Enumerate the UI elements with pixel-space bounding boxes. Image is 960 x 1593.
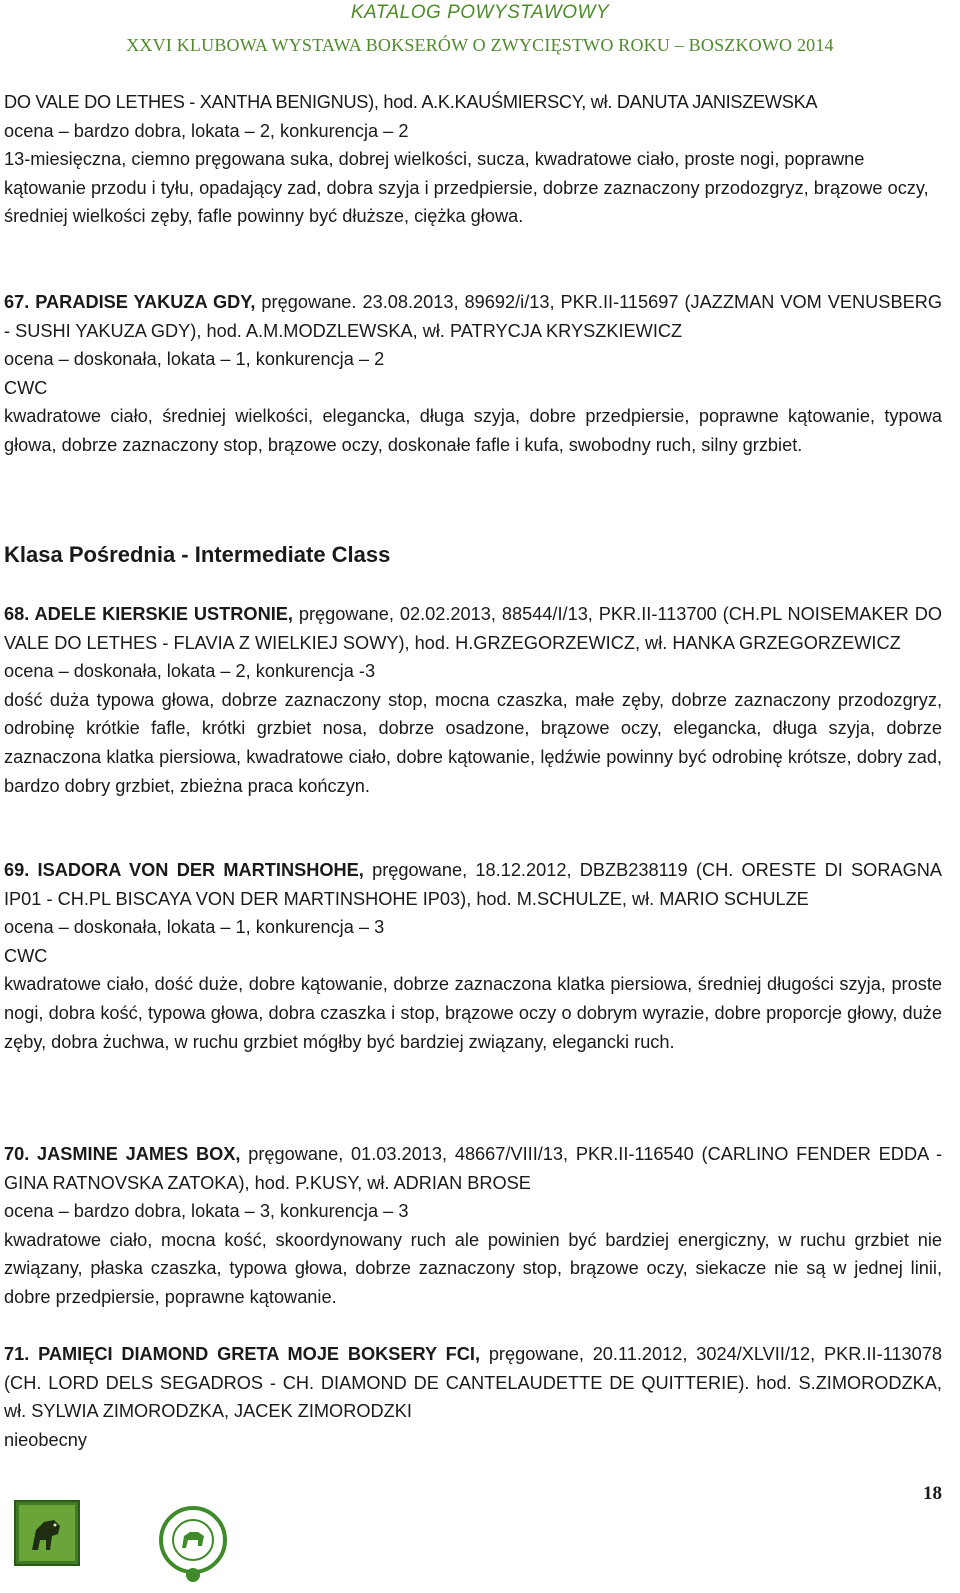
entry-67-description: kwadratowe ciało, średniej wielkości, elegancka, długa szyja, dobre przedpiersie, poprawne kątowanie, typowa głowa, dobrze zaznaczony stop, brązowe oczy, doskonałe fafle i kufa, swobodny ruch, silny grzbiet.	[4, 406, 942, 455]
entry-70	[4, 1140, 942, 1312]
entry-71-status: nieobecny	[4, 1429, 87, 1450]
entry-68	[4, 600, 942, 800]
entry-70-description: kwadratowe ciało, mocna kość, skoordynowany ruch ale powinien być bardziej energiczny, w ruchu grzbiet nie związany, płaska czaszka, typowa głowa, dobrze zaznaczony stop, brązowe oczy, siekacze nie są w jednej linii, dobre przedpiersie, poprawne kątowanie.	[4, 1229, 942, 1307]
entry-67	[4, 288, 942, 460]
entry-70-details: pręgowane, 01.03.2013, 48667/VIII/13, PKR.II-116540 (CARLINO FENDER EDDA - GINA RATNOVSKA ZATOKA), hod. P.KUSY, wł. ADRIAN BROSE	[4, 1144, 942, 1193]
entry-68-header	[4, 600, 942, 657]
entry-67-title: CWC	[4, 377, 48, 398]
entry-67-details: pręgowane. 23.08.2013, 89692/i/13, PKR.II-115697 (JAZZMAN VOM VENUSBERG - SUSHI YAKUZA GDY), hod. A.M.MODZLEWSKA, wł. PATRYCJA KRYSZKIEWICZ	[4, 292, 942, 341]
boxer-logo-icon	[14, 1500, 80, 1566]
entry-71-details: pręgowane, 20.11.2012, 3024/XLVII/12, PKR.II-113078 (CH. LORD DELS SEGADROS - CH. DIAMOND DE CANTELAUDETTE DE QUITTERIE). hod. S.ZIMORODZKA, wł. SYLWIA ZIMORODZKA, JACEK ZIMORODZKI	[4, 1344, 942, 1422]
catalog-title: KATALOG POWYSTAWOWY	[350, 2, 610, 23]
page-number: 18	[923, 1483, 942, 1504]
entry-67-rating: ocena – doskonała, lokata – 1, konkurencja – 2	[4, 349, 385, 370]
entry-69	[4, 856, 942, 1056]
entry-70-rating: ocena – bardzo dobra, lokata – 3, konkurencja – 3	[4, 1201, 409, 1222]
entry-71-header	[4, 1340, 942, 1426]
entry-prev	[4, 88, 942, 231]
entry-68-rating: ocena – doskonała, lokata – 2, konkurencja -3	[4, 661, 376, 682]
entry-prev-rating: ocena – bardzo dobra, lokata – 2, konkurencja – 2	[4, 120, 409, 141]
entry-69-header	[4, 856, 942, 913]
zkwp-logo	[158, 1500, 228, 1586]
entry-69-description: kwadratowe ciało, dość duże, dobre kątowanie, dobrze zaznaczona klatka piersiowa, średniej długości szyja, proste nogi, dobra kość, typowa głowa, dobra czaszka i stop, brązowe oczy o dobrym wyrazie, dobre proporcje głowy, duże zęby, dobra żuchwa, w ruchu grzbiet mógłby być bardziej związany, elegancki ruch.	[4, 974, 942, 1052]
entry-prev-line: DO VALE DO LETHES - XANTHA BENIGNUS), hod. A.K.KAUŚMIERSCY, wł. DANUTA JANISZEWSKA	[4, 92, 818, 112]
zkwp-emblem-icon	[158, 1500, 228, 1586]
entry-71	[4, 1340, 942, 1454]
entry-prev-description: 13-miesięczna, ciemno pręgowana suka, dobrej wielkości, sucza, kwadratowe ciało, proste nogi, poprawne kątowanie przodu i tyłu, opadający zad, dobra szyja i przedpiersie, dobrze zaznaczony przodozgryz, brązowe oczy, średniej wielkości zęby, fafle powinny być dłuższe, ciężka głowa.	[4, 149, 929, 227]
entry-68-name: 68. ADELE KIERSKIE USTRONIE,	[4, 604, 293, 624]
entry-71-name: 71. PAMIĘCI DIAMOND GRETA MOJE BOKSERY FCI,	[4, 1344, 480, 1364]
entry-67-name: 67. PARADISE YAKUZA GDY,	[4, 292, 256, 312]
entry-70-header	[4, 1140, 942, 1197]
section-title: Klasa Pośrednia - Intermediate Class	[4, 542, 391, 567]
entry-69-details: pręgowane, 18.12.2012, DBZB238119 (CH. ORESTE DI SORAGNA IP01 - CH.PL BISCAYA VON DER MARTINSHOHE IP03), hod. M.SCHULZE, wł. MARIO SCHULZE	[4, 860, 942, 909]
entry-68-description: dość duża typowa głowa, dobrze zaznaczony stop, mocna czaszka, małe zęby, dobrze zaznaczony przodozgryz, odrobinę krótkie fafle, krótki grzbiet nosa, dobrze osadzone, brązowe oczy, elegancka, długa szyja, dobrze zaznaczona klatka piersiowa, kwadratowe ciało, dobre kątowanie, lędźwie powinny być odrobinę krótsze, dobry zad, bardzo dobry grzbiet, zbieżna praca kończyn.	[4, 689, 942, 796]
entry-67-header	[4, 288, 942, 345]
klub-boksera-logo	[14, 1500, 80, 1566]
entry-69-name: 69. ISADORA VON DER MARTINSHOHE,	[4, 860, 364, 880]
entry-70-name: 70. JASMINE JAMES BOX,	[4, 1144, 241, 1164]
entry-68-details: pręgowane, 02.02.2013, 88544/I/13, PKR.II-113700 (CH.PL NOISEMAKER DO VALE DO LETHES - FLAVIA Z WIELKIEJ SOWY), hod. H.GRZEGORZEWICZ, wł. HANKA GRZEGORZEWICZ	[4, 604, 942, 653]
show-title: XXVI KLUBOWA WYSTAWA BOKSERÓW O ZWYCIĘSTWO ROKU – BOSZKOWO 2014	[126, 35, 834, 55]
entry-69-title: CWC	[4, 945, 48, 966]
entry-69-rating: ocena – doskonała, lokata – 1, konkurencja – 3	[4, 917, 385, 938]
